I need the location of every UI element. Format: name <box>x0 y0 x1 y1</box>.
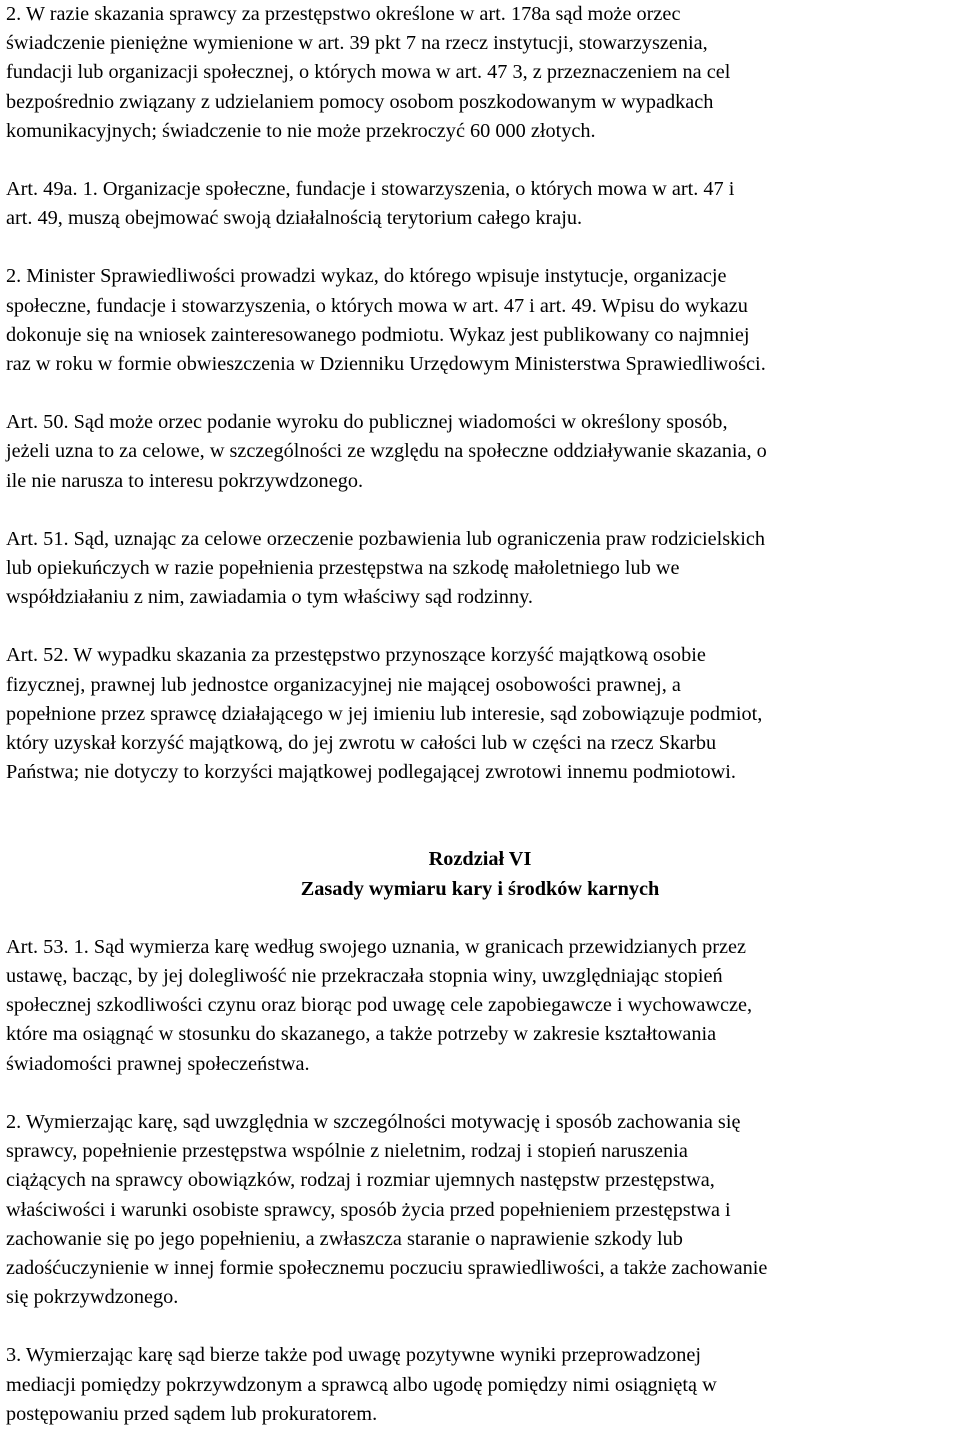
chapter-number: Rozdział VI <box>428 848 532 871</box>
paragraph-art-50: Art. 50. Sąd może orzec podanie wyroku do publicznej wiadomości w określony sposób, jeżeli uzna to za celowe, w szczególności ze względu na społeczne oddziaływanie skazania, o ile nie narusza to interesu pokrzywdzonego. <box>6 411 767 492</box>
paragraph-art-49a-sec-2: 2. Minister Sprawiedliwości prowadzi wykaz, do którego wpisuje instytucje, organizacje społeczne, fundacje i stowarzyszenia, o których mowa w art. 47 i art. 49. Wpisu do wykazu dokonuje się na wniosek zainteresowanego podmiotu. Wykaz jest publikowany co najmniej raz w roku w formie obwieszczenia w Dzienniku Urzędowym Ministerstwa Sprawiedliwości. <box>6 265 766 376</box>
paragraph-art-52: Art. 52. W wypadku skazania za przestępstwo przynoszące korzyść majątkową osobie fizycznej, prawnej lub jednostce organizacyjnej nie mającej osobowości prawnej, a popełnione przez sprawcę działającego w jej imieniu lub interesie, sąd zobowiązuje podmiot, który uzyskał korzyść majątkową, do jej zwrotu w całości lub w części na rzecz Skarbu Państwa; nie dotyczy to korzyści majątkowej podlegającej zwrotowi innemu podmiotowi. <box>6 644 763 784</box>
chapter-title: Zasady wymiaru kary i środków karnych <box>300 877 660 900</box>
paragraph-art-53-sec-1: Art. 53. 1. Sąd wymierza karę według swojego uznania, w granicach przewidzianych przez ustawę, bacząc, by jej dolegliwość nie przekraczała stopnia winy, uwzględniając stopień społecznej szkodliwości czynu oraz biorąc pod uwagę cele zapobiegawcze i wychowawcze, które ma osiągnąć w stosunku do skazanego, a także potrzeby w zakresie kształtowania świadomości prawnej społeczeństwa. <box>6 935 753 1075</box>
paragraph-art-49-sec-2: 2. W razie skazania sprawcy za przestępstwo określone w art. 178a sąd może orzec świadczenie pieniężne wymienione w art. 39 pkt 7 na rzecz instytucji, stowarzyszenia, fundacji lub organizacji społecznej, o których mowa w art. 47 3, z przeznaczeniem na cel bezpośrednio związany z udzielaniem pomocy osobom poszkodowanym w wypadkach komunikacyjnych; świadczenie to nie może przekroczyć 60 000 złotych. <box>6 3 731 142</box>
paragraph-art-53-sec-2: 2. Wymierzając karę, sąd uwzględnia w szczególności motywację i sposób zachowania się sprawcy, popełnienie przestępstwa wspólnie z nieletnim, rodzaj i stopień naruszenia ciążących na sprawcy obowiązków, rodzaj i rozmiar ujemnych następstw przestępstwa, właściwości i warunki osobiste sprawcy, sposób życia przed popełnieniem przestępstwa i zachowanie się po jego popełnieniu, a zwłaszcza staranie o naprawienie szkody lub zadośćuczynienie w innej formie społecznemu poczuciu sprawiedliwości, a także zachowanie się pokrzywdzonego. <box>6 1110 768 1309</box>
paragraph-art-51: Art. 51. Sąd, uznając za celowe orzeczenie pozbawienia lub ograniczenia praw rodzicielskich lub opiekuńczych w razie popełnienia przestępstwa na szkodę małoletniego lub we współdziałaniu z nim, zawiadamia o tym właściwy sąd rodzinny. <box>6 527 766 609</box>
paragraph-art-49a-sec-1: Art. 49a. 1. Organizacje społeczne, fundacje i stowarzyszenia, o których mowa w art. 47 i art. 49, muszą obejmować swoją działalnością terytorium całego kraju. <box>6 178 735 230</box>
paragraph-art-53-sec-3: 3. Wymierzając karę sąd bierze także pod uwagę pozytywne wyniki przeprowadzonej mediacji pomiędzy pokrzywdzonym a sprawcą albo ugodę pomiędzy nimi osiągniętą w postępowaniu przed sądem lub prokuratorem. <box>6 1344 717 1425</box>
